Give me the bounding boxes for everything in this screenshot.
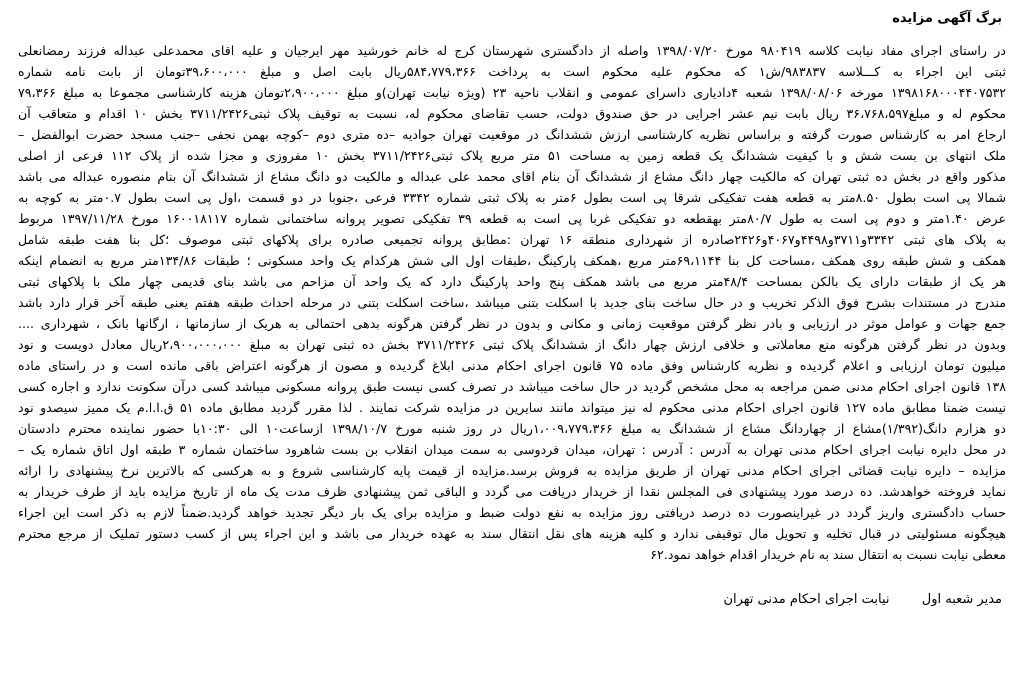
notice-line: ۱۳۸ قانون اجرای احکام مدنی ضمن مراجعه به محل مشخص گردید در حال ساخت میباشد در تصرف کسی نیست طبق پروانه مسکونی میباشد کسی درآن سکونت ندارد و اجاره کسی (18, 379, 1006, 394)
notice-line: هر یک از طبقات دارای یک بالکن بمساحت ۴۸/۴متر مربع می باشد همکف پنج واحد پارکینگ دارد که یک واحد آن مزاحم می باشد بنای قدیمی چهار ملک با پلاکهای ثبتی (18, 274, 1006, 289)
notice-line: مندرج در مستندات بشرح فوق الذکر تخریب و در حال ساخت بنای جدید با اسکلت بتنی میباشد ،ساخت اسکلت بتنی در مرحله احداث طبقه هفتم یعنی طبقه آخر قرار دارد باشد (18, 295, 1006, 310)
notice-line: مذکور واقع در بخش ده ثبتی تهران که مالکیت چهار دانگ مشاع از ششدانگ آن بنام اقای محمد علی عبداله و مالکیت دو دانگ مشاع از ششدانگ آن بنام منصوره عبداله می باشد (18, 169, 1006, 184)
notice-line: مزایده – دایره نیابت قضائی اجرای احکام مدنی تهران از طریق مزایده به فروش برسد.مزایده از قیمت پایه کارشناسی شروع و به هرکسی که بالاترین نرخ پیشنهادی را ارائه (18, 463, 1006, 478)
notice-line: به پلاک های ثبتی ۳۳۴۲و۳۷۱۱و۴۴۹۸و۴۰۶۷و۲۴۲۶صادره از شهرداری منطقه ۱۶ تهران :مطابق پروانه تجمیعی صادره برای پلاکهای ثبتی موصوف ؛کل بنا هفت طبقه شامل (18, 232, 1006, 247)
notice-line: ارجاع امر به کارشناس صورت گرفته و براساس نظریه کارشناسی ارزش ششدانگ در موقعیت تهران جوادیه –ده متری دوم –کوچه بهمن نجفی –جنب مسجد حضرت ابوالفضل – (18, 127, 1006, 142)
notice-line: ملک انتهای بن بست شش و با کیفیت ششدانگ یک قطعه زمین به مساحت ۵۱ متر مربع پلاک ثبتی۳۷۱۱/۲۴۲۶ بخش ۱۰ مفروزی و مجزا شده از پلاک ۱۱۲ فرعی از اصلی (18, 148, 1006, 163)
notice-footer (18, 589, 1006, 611)
notice-line: دو هزارم دانگ(۱/۳۹۲)مشاع از چهاردانگ مشاع از ششدانگ به مبلغ ۱،۰۰۹،۷۷۹،۳۶۶ریال در روز شنبه مورخ ۱۳۹۸/۱۰/۷ ازساعت۱۰ الی ۱۰:۳۰با حضور نماینده محترم دادستان (18, 421, 1006, 436)
notice-line: شمالا پی است بطول ۸.۵۰متر به قطعه هفت تفکیکی شرقا پی است بطول ۶متر به پلاک ثبتی شماره ۳۳۴۲ فرعی ،جنوبا در دو قسمت ،اول پی است بطول ۰.۷متر به کوچه به (18, 190, 1006, 205)
notice-line: هیچگونه مسئولیتی در قبال تخلیه و تحویل مال توقیفی ندارد و کلیه هزینه های نقل انتقال سند به عهده خریدار می باشد و این اجراء پس از کسب دستور تملیک از مرجع محترم (18, 526, 1006, 541)
notice-line: ۱۳۹۸۱۶۸۰۰۰۴۴۰۷۵۳۲ مورخه ۱۳۹۸/۰۸/۰۶ شعبه ۴دادیاری داسرای عمومی و انقلاب ناحیه ۲۳ (ویژه نیابت تهران)و مبلغ ۲،۹۰۰،۰۰۰تومان هزینه کارشناسی مجموعا به مبلغ ۷۹،۳۶۶ (18, 85, 1006, 100)
notice-line: جمع جهات و عوامل موثر در ارزیابی و بادر نظر گرفتن موقعیت زمانی و مکانی و بدون در نظر گرفتن هرگونه بدهی احتمالی به هریک از سازمانها ، ارگانها بانک ، شهرداری .... (18, 316, 1006, 331)
notice-body (18, 40, 1006, 565)
notice-line: عرض ۱.۴۰متر و دوم پی است به طول ۸۰/۷متر بهقطعه دو تفکیکی غربا پی است به قطعه ۳۹ تفکیکی تصویر پروانه ساختمانی شماره ۱۶۰۰۱۸۱۱۷ مورخ ۱۳۹۷/۱۱/۲۸ مربوط (18, 211, 1006, 226)
footer-office: نیابت اجرای احکام مدنی تهران (723, 592, 890, 607)
notice-line: در محل دایره نیابت اجرای احکام مدنی تهران به آدرس : آدرس : تهران، میدان فردوسی به سمت میدان انقلاب بن بست شاهرود ساختمان شماره ۳ طبقه اول اتاق شماره یک – (18, 442, 1006, 457)
notice-title: برگ آگهی مزایده (892, 11, 1002, 26)
notice-line: حساب دادگستری واریز گردد در غیراینصورت ده درصد دریافتی روز مزایده به نفع دولت ضبط و مزایده برای یک بار دیگر تجدید خواهد گردید.ضمناً لازم به ذکر است این اجراء (18, 505, 1006, 520)
notice-line: میلیون تومان ارزیابی و اعلام گردیده و نظریه کارشناس وفق ماده ۷۵ قانون اجرای احکام مدنی ابلاغ گردیده و مصون از هرگونه اعتراض باقی مانده است و در راستای ماده (18, 358, 1006, 373)
notice-line: معطی نیابت نسبت به انتقال سند به نام خریدار اقدام خواهد نمود.۶۲ (650, 547, 1006, 562)
notice-line: محکوم له و مبلغ۳۶،۷۶۸،۵۹۷ ریال بابت نیم عشر اجرایی در حق صندوق دولت، حسب تقاضای محکوم له، نسبت به توقیف پلاک ثبتی۳۷۱۱/۲۴۲۶ بخش ۱۰ اقدام و متعاقب آن (18, 106, 1006, 121)
notice-line: نیست ضمنا مطابق ماده ۱۲۷ قانون اجرای احکام مدنی محکوم له نیز میتواند مانند سایرین در مزایده شرکت نمایند . لذا مقرر گردید مطابق ماده ۵۱ ق.ا.ا.م یک ممیز سیصدو نود (18, 400, 1006, 415)
notice-line: نماید فروخته خواهدشد. ده درصد مورد پیشنهادی فی المجلس نقدا از خریدار دریافت می گردد و الباقی ثمن پیشنهادی ظرف مدت یک ماه از تاریخ مزایده باید از طرف خریدار به (18, 484, 1006, 499)
notice-line: ثبتی این اجراء به کـــلاسه ۹۸۳۸۳۷/ش۱ که محکوم علیه محکوم است به پرداخت ۵۸۴،۷۷۹،۳۶۶ریال بابت اصل و مبلغ ۳۹،۶۰۰،۰۰۰تومان از بابت نامه شماره (18, 64, 1006, 79)
notice-line: در راستای اجرای مفاد نیابت کلاسه ۹۸۰۴۱۹ مورخ ۱۳۹۸/۰۷/۲۰ واصله از دادگستری شهرستان کرج له خانم خورشید مهر ایرجیان و علیه اقای محمدعلی عبداله فرزند رمضانعلی (18, 43, 1006, 58)
footer-role: مدیر شعبه اول (921, 592, 1002, 607)
notice-line: وبدون در نظر گرفتن هرگونه منع معاملاتی و خلافی ارزش چهار دانگ از ششدانگ پلاک ثبتی ۳۷۱۱/۲۴۲۶ بخش ده ثبتی تهران به مبلغ ۲،۹۰۰،۰۰۰،۰۰۰ریال معادل دویست و نود (18, 337, 1006, 352)
notice-line: همکف و شش طبقه روی همکف ،مساحت کل بنا ۶۹،۱۱۴۴متر مربع ،همکف پارکینگ ،طبقات اول الی شش هرکدام یک واحد مسکونی ؛ طبقات ۱۳۴/۸۶متر مربع به انضمام اینکه (18, 253, 1006, 268)
